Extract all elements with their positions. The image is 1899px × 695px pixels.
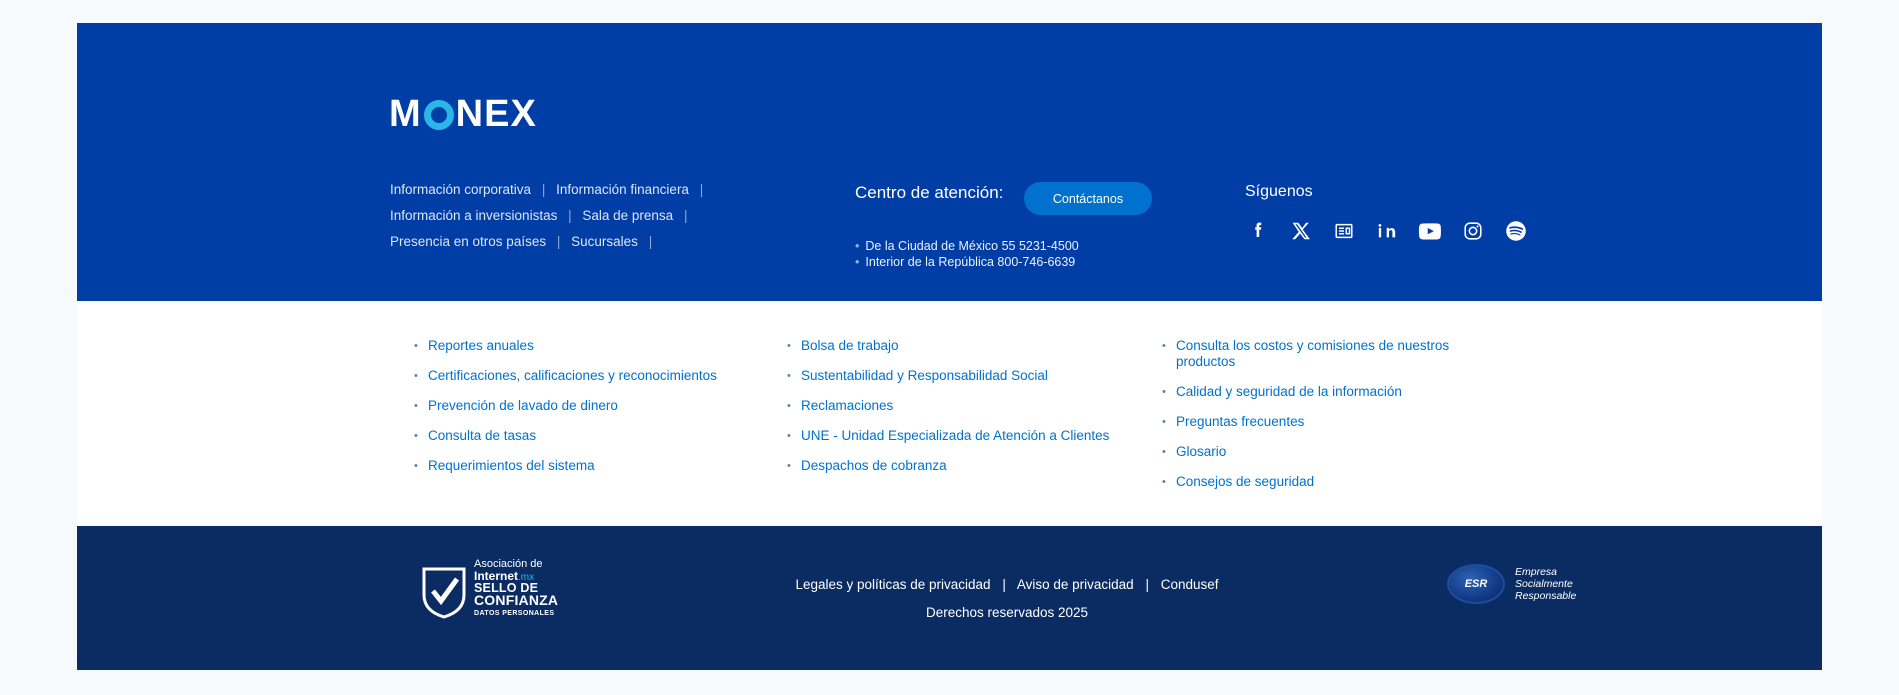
link-sustentabilidad[interactable]: Sustentabilidad y Responsabilidad Social [801,368,1048,383]
link-certificaciones[interactable]: Certificaciones, calificaciones y reconocimientos [428,368,717,383]
list-item[interactable] [1162,414,1462,430]
phone-interior: Interior de la República 800-746-6639 [865,255,1076,269]
esr-badge[interactable] [1447,564,1576,604]
link-sucursales[interactable]: Sucursales [571,234,638,249]
seal-line1: Asociación de [474,558,543,570]
list-item[interactable] [1162,474,1462,490]
link-informacion-corporativa[interactable]: Información corporativa [390,182,532,197]
phone-item [855,238,1079,254]
link-consulta-tasas[interactable]: Consulta de tasas [428,428,537,443]
list-item[interactable] [787,338,1127,354]
legal-separator: | [1002,577,1006,592]
phone-list [855,238,1079,270]
seal-line3: SELLO DE [474,581,539,595]
logo-ring-icon [424,100,454,130]
seal-line2-main: Internet [474,568,519,583]
link-list [414,338,744,474]
link-informacion-inversionistas[interactable]: Información a inversionistas [390,208,558,223]
link-list [787,338,1127,474]
link-sala-de-prensa[interactable]: Sala de prensa [582,208,674,223]
list-item[interactable] [787,458,1127,474]
link-separator: | [699,182,704,197]
footer-links-area [77,301,1822,526]
sello-text [474,559,558,620]
list-item[interactable] [414,428,744,444]
seal-line2-suffix: .mx [518,571,535,583]
esr-line1: Empresa [1515,566,1558,578]
list-item[interactable] [414,338,744,354]
link-separator: | [683,208,688,223]
bullet-icon: • [855,255,860,269]
link-legales-politicas[interactable]: Legales y políticas de privacidad [795,577,991,592]
link-prevencion-lavado[interactable]: Prevención de lavado de dinero [428,398,618,413]
link-column-3 [1162,338,1462,504]
esr-text [1515,566,1576,602]
legal-links [727,571,1287,627]
list-item[interactable] [414,398,744,414]
link-reclamaciones[interactable]: Reclamaciones [801,398,894,413]
linkedin-icon[interactable] [1374,218,1400,244]
legal-separator: | [1145,577,1149,592]
attention-center-title: Centro de atención: [855,183,1004,202]
link-despachos-cobranza[interactable]: Despachos de cobranza [801,458,947,473]
link-separator: | [648,234,653,249]
link-costos-comisiones[interactable]: Consulta los costos y comisiones de nuestros productos [1176,338,1450,369]
list-item[interactable] [1162,384,1462,400]
checkmark-icon [420,565,468,621]
logo-text-before: M [389,93,422,135]
link-separator: | [556,234,561,249]
link-requerimientos-sistema[interactable]: Requerimientos del sistema [428,458,595,473]
esr-logo-icon: ESR [1447,564,1505,604]
link-column-1 [414,338,744,488]
footer-bottom-bar [77,526,1822,670]
link-reportes-anuales[interactable]: Reportes anuales [428,338,534,353]
link-une[interactable]: UNE - Unidad Especializada de Atención a Clientes [801,428,1110,443]
list-item[interactable] [787,398,1127,414]
social-icons [1245,218,1529,244]
x-twitter-icon[interactable] [1288,218,1314,244]
link-condusef[interactable]: Condusef [1160,577,1219,592]
copyright-text: Derechos reservados 2025 [925,605,1089,620]
instagram-icon[interactable] [1460,218,1486,244]
phone-cdmx: De la Ciudad de México 55 5231-4500 [865,239,1079,253]
legal-row [727,571,1287,599]
corporate-links-row [390,231,720,253]
link-calidad-seguridad[interactable]: Calidad y seguridad de la información [1176,384,1402,399]
link-bolsa-trabajo[interactable]: Bolsa de trabajo [801,338,899,353]
footer-top-panel [77,23,1822,301]
link-presencia-otros-paises[interactable]: Presencia en otros países [390,234,547,249]
spotify-icon[interactable] [1503,218,1529,244]
link-column-2 [787,338,1127,488]
follow-us-title: Síguenos [1245,183,1313,200]
link-list [1162,338,1462,490]
link-separator: | [541,182,546,197]
sello-confianza-badge[interactable] [420,557,580,637]
seal-line4: CONFIANZA [474,591,559,608]
list-item[interactable] [414,368,744,384]
bullet-icon: • [855,239,860,253]
corporate-links [390,179,720,257]
link-aviso-privacidad[interactable]: Aviso de privacidad [1016,577,1134,592]
phone-item [855,254,1079,270]
seal-line5: DATOS PERSONALES [474,610,555,617]
corporate-links-row [390,179,720,201]
contactanos-button[interactable]: Contáctanos [1024,182,1152,215]
esr-line3: Responsable [1515,590,1577,602]
corporate-links-row [390,205,720,227]
link-preguntas-frecuentes[interactable]: Preguntas frecuentes [1176,414,1305,429]
link-consejos-seguridad[interactable]: Consejos de seguridad [1176,474,1315,489]
list-item[interactable] [1162,338,1462,370]
list-item[interactable] [787,428,1127,444]
link-separator: | [568,208,572,223]
link-glosario[interactable]: Glosario [1176,444,1227,459]
esr-line2: Socialmente [1515,578,1573,590]
list-item[interactable] [414,458,744,474]
link-informacion-financiera[interactable]: Información financiera [556,182,689,197]
news-icon[interactable] [1331,218,1357,244]
monex-logo[interactable] [389,95,537,133]
list-item[interactable] [1162,444,1462,460]
youtube-icon[interactable] [1417,218,1443,244]
list-item[interactable] [787,368,1127,384]
facebook-icon[interactable] [1245,218,1271,244]
logo-text-after: NEX [455,93,537,135]
